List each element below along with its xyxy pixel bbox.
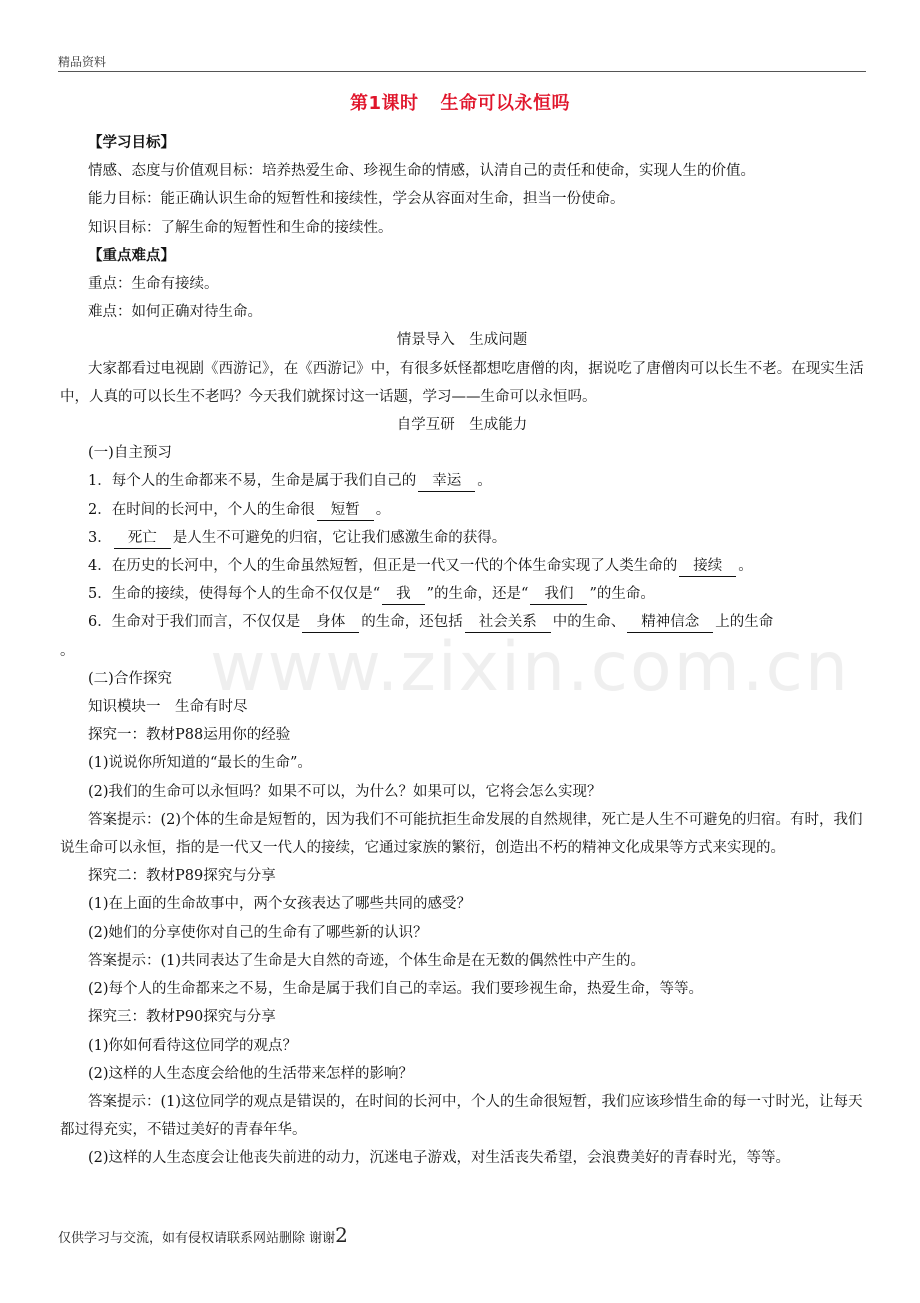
header-note: 精品资料 <box>58 55 107 69</box>
answer-blank: 身体 <box>302 612 359 633</box>
intro-heading: 情景导入 生成问题 <box>396 332 528 349</box>
explore-1-answer: 答案提示：(2)个体的生命是短暂的，因为我们不可能抗拒生命发展的自然规律，死亡是人生不可避免的归宿。有时，我们说生命可以永恒，指的是一代又一代人的接续，它通过家族的繁衍，创造出不朽的精神文化成果等方式来实现的。 <box>60 811 863 857</box>
keypoints-heading: 【重点难点】 <box>88 246 175 264</box>
header-rule <box>58 71 866 72</box>
explore-2-question-2: (2)她们的分享使你对自己的生命有了哪些新的认识？ <box>88 924 428 941</box>
explore-2-answer-2: (2)每个人的生命都来之不易，生命是属于我们自己的幸运。我们要珍视生命，热爱生命，等等。 <box>88 981 704 998</box>
selfstudy-heading: 自学互研 生成能力 <box>396 417 528 434</box>
objective-ability: 能力目标：能正确认识生命的短暂性和接续性，学会从容面对生命，担当一份使命。 <box>88 191 625 208</box>
keypoint-difficult: 难点：如何正确对待生命。 <box>88 304 262 321</box>
document-body <box>60 129 864 1173</box>
keypoint-key: 重点：生命有接续。 <box>88 276 219 293</box>
answer-blank: 幸运 <box>418 471 475 492</box>
objectives-heading: 【学习目标】 <box>88 134 175 151</box>
answer-blank: 精神信念 <box>627 612 713 633</box>
explore-3-question-1: (1)你如何看待这位同学的观点？ <box>88 1037 298 1054</box>
preview-question-5: 5．生命的接续，使得每个人的生命不仅仅是“ 我 ”的生命，还是“ 我们 ”的生命。 <box>88 580 864 608</box>
answer-blank: 社会关系 <box>465 612 551 633</box>
explore-3-title: 探究三：教材P90探究与分享 <box>88 1009 276 1026</box>
objective-emotion: 情感、态度与价值观目标：培养热爱生命、珍视生命的情感，认清自己的责任和使命，实现人生的价值。 <box>88 163 755 180</box>
answer-blank: 死亡 <box>114 528 171 549</box>
answer-blank: 接续 <box>679 556 736 577</box>
explore-1-question-1: (1)说说你所知道的“最长的生命”。 <box>88 755 312 772</box>
preview-question-1: 1．每个人的生命都来不易，生命是属于我们自己的 幸运 。 <box>88 467 864 495</box>
preview-question-3: 3． 死亡 是人生不可避免的归宿，它让我们感激生命的获得。 <box>88 524 864 552</box>
title-topic: 生命可以永恒吗 <box>440 93 571 114</box>
knowledge-module: 知识模块一 生命有时尽 <box>88 699 248 716</box>
explore-3-answer-2: (2)这样的人生态度会让他丧失前进的动力，沉迷电子游戏，对生活丧失希望，会浪费美好的青春时光，等等。 <box>88 1150 791 1167</box>
explore-3-question-2: (2)这样的人生态度会给他的生活带来怎样的影响？ <box>88 1065 414 1082</box>
preview-question-2: 2．在时间的长河中，个人的生命很 短暂 。 <box>88 496 864 524</box>
title-lesson: 第1课时 <box>349 93 419 114</box>
footer-note: 仅供学习与交流，如有侵权请联系网站删除 谢谢 <box>58 1231 336 1246</box>
preview-question-6: 6．生命对于我们而言，不仅仅是 身体 的生命，还包括 社会关系 中的生命、 精神信念 上的生命 <box>88 608 864 636</box>
explore-3-answer-1: 答案提示：(1)这位同学的观点是错误的，在时间的长河中，个人的生命很短暂，我们应该珍惜生命的每一寸时光，让每天都过得充实，不错过美好的青春年华。 <box>60 1093 863 1139</box>
watermark: www.zixin.com.cn <box>210 628 850 707</box>
answer-blank: 短暂 <box>317 500 374 521</box>
answer-blank: 我们 <box>530 584 587 605</box>
explore-2-question-1: (1)在上面的生命故事中，两个女孩表达了哪些共同的感受？ <box>88 896 472 913</box>
preview-question-6-tail: 。 <box>60 642 75 659</box>
explore-1-question-2: (2)我们的生命可以永恒吗？如果不可以，为什么？如果可以，它将会怎么实现？ <box>88 783 602 800</box>
explore-1-title: 探究一：教材P88运用你的经验 <box>88 727 291 744</box>
preview-question-4: 4．在历史的长河中，个人的生命虽然短暂，但正是一代又一代的个体生命实现了人类生命的 接续 。 <box>88 552 864 580</box>
footer <box>58 1223 348 1247</box>
explore-2-answer-1: 答案提示：(1)共同表达了生命是大自然的奇迹，个体生命是在无数的偶然性中产生的。 <box>88 952 646 969</box>
coop-heading: (二)合作探究 <box>88 670 172 687</box>
objective-knowledge: 知识目标：了解生命的短暂性和生命的接续性。 <box>88 219 393 236</box>
intro-text: 大家都看过电视剧《西游记》，在《西游记》中，有很多妖怪都想吃唐僧的肉，据说吃了唐僧肉可以长生不老。在现实生活中，人真的可以长生不老吗？今天我们就探讨这一话题，学习——生命可以永恒吗。 <box>60 360 864 405</box>
page-title <box>0 89 920 115</box>
answer-blank: 我 <box>382 584 425 605</box>
page-number: 2 <box>335 1223 348 1247</box>
selfstudy-subheading: (一)自主预习 <box>88 445 172 462</box>
explore-2-title: 探究二：教材P89探究与分享 <box>88 868 276 885</box>
